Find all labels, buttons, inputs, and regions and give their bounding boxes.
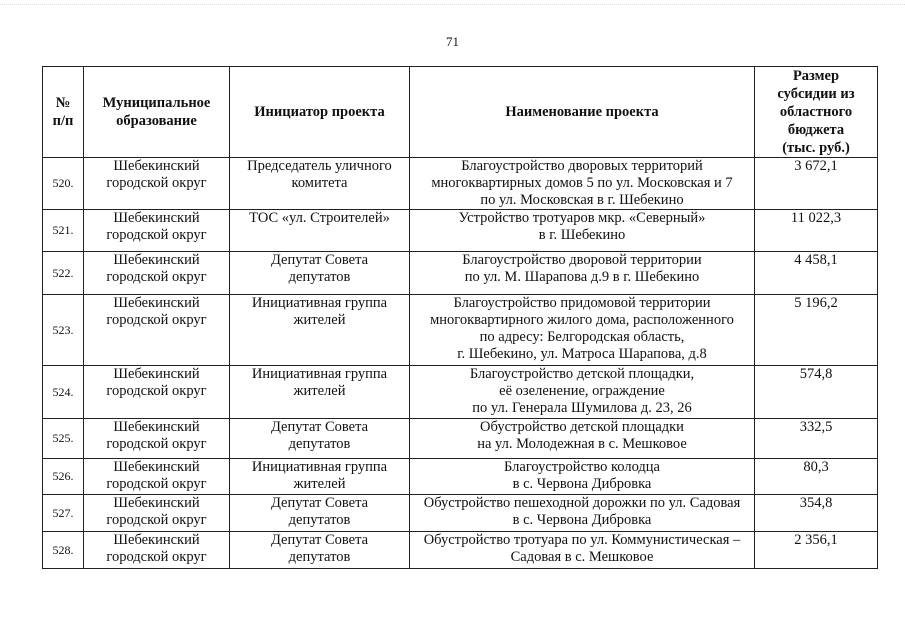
cell-municipality: Шебекинский городской округ	[84, 366, 230, 419]
cell-initiator: Председатель уличного комитета	[230, 158, 410, 210]
cell-municipality: Шебекинский городской округ	[84, 495, 230, 532]
cell-municipality: Шебекинский городской округ	[84, 295, 230, 366]
cell-project: Благоустройство колодца в с. Червона Дибровка	[410, 459, 755, 495]
cell-project: Благоустройство придомовой территории многоквартирного жилого дома, расположенного по адресу: Белгородская область, г. Шебекино, ул. Матроса Шарапова, д.8	[410, 295, 755, 366]
cell-subsidy: 5 196,2	[755, 295, 878, 366]
cell-municipality: Шебекинский городской округ	[84, 532, 230, 569]
header-project: Наименование проекта	[410, 67, 755, 158]
cell-initiator: ТОС «ул. Строителей»	[230, 210, 410, 252]
cell-project: Благоустройство дворовых территорий многоквартирных домов 5 по ул. Московская и 7 по ул. Московская в г. Шебекино	[410, 158, 755, 210]
cell-num: 521.	[43, 210, 84, 252]
cell-municipality: Шебекинский городской округ	[84, 252, 230, 295]
table-row	[43, 252, 878, 295]
table-header-row	[43, 67, 878, 158]
cell-project: Устройство тротуаров мкр. «Северный» в г. Шебекино	[410, 210, 755, 252]
cell-municipality: Шебекинский городской округ	[84, 158, 230, 210]
cell-subsidy: 80,3	[755, 459, 878, 495]
table-body	[43, 158, 878, 569]
table-row	[43, 459, 878, 495]
table-row	[43, 366, 878, 419]
cell-subsidy: 354,8	[755, 495, 878, 532]
cell-num: 525.	[43, 419, 84, 459]
cell-initiator: Инициативная группа жителей	[230, 459, 410, 495]
cell-num: 528.	[43, 532, 84, 569]
cell-initiator: Депутат Совета депутатов	[230, 532, 410, 569]
cell-municipality: Шебекинский городской округ	[84, 419, 230, 459]
table-row	[43, 158, 878, 210]
table-row	[43, 210, 878, 252]
cell-project: Обустройство пешеходной дорожки по ул. Садовая в с. Червона Дибровка	[410, 495, 755, 532]
cell-municipality: Шебекинский городской округ	[84, 459, 230, 495]
cell-num: 524.	[43, 366, 84, 419]
cell-subsidy: 332,5	[755, 419, 878, 459]
cell-num: 520.	[43, 158, 84, 210]
header-subsidy: Размер субсидии из областного бюджета (тыс. руб.)	[755, 67, 878, 158]
cell-num: 522.	[43, 252, 84, 295]
cell-initiator: Депутат Совета депутатов	[230, 252, 410, 295]
cell-municipality: Шебекинский городской округ	[84, 210, 230, 252]
cell-subsidy: 2 356,1	[755, 532, 878, 569]
header-initiator: Инициатор проекта	[230, 67, 410, 158]
cell-subsidy: 3 672,1	[755, 158, 878, 210]
cell-subsidy: 11 022,3	[755, 210, 878, 252]
table-row	[43, 532, 878, 569]
cell-subsidy: 4 458,1	[755, 252, 878, 295]
cell-initiator: Депутат Совета депутатов	[230, 419, 410, 459]
cell-project: Обустройство детской площадки на ул. Молодежная в с. Мешковое	[410, 419, 755, 459]
cell-initiator: Инициативная группа жителей	[230, 295, 410, 366]
cell-num: 523.	[43, 295, 84, 366]
projects-table	[42, 66, 878, 569]
cell-project: Благоустройство детской площадки, её озеленение, ограждение по ул. Генерала Шумилова д. 23, 26	[410, 366, 755, 419]
scan-edge	[0, 0, 905, 5]
page-number: 71	[446, 34, 459, 49]
cell-project: Благоустройство дворовой территории по ул. М. Шарапова д.9 в г. Шебекино	[410, 252, 755, 295]
cell-num: 526.	[43, 459, 84, 495]
cell-num: 527.	[43, 495, 84, 532]
cell-project: Обустройство тротуара по ул. Коммунистическая – Садовая в с. Мешковое	[410, 532, 755, 569]
table-row	[43, 295, 878, 366]
table-row	[43, 495, 878, 532]
cell-initiator: Депутат Совета депутатов	[230, 495, 410, 532]
cell-subsidy: 574,8	[755, 366, 878, 419]
header-num: № п/п	[43, 67, 84, 158]
cell-initiator: Инициативная группа жителей	[230, 366, 410, 419]
header-municipality: Муниципальное образование	[84, 67, 230, 158]
table-row	[43, 419, 878, 459]
